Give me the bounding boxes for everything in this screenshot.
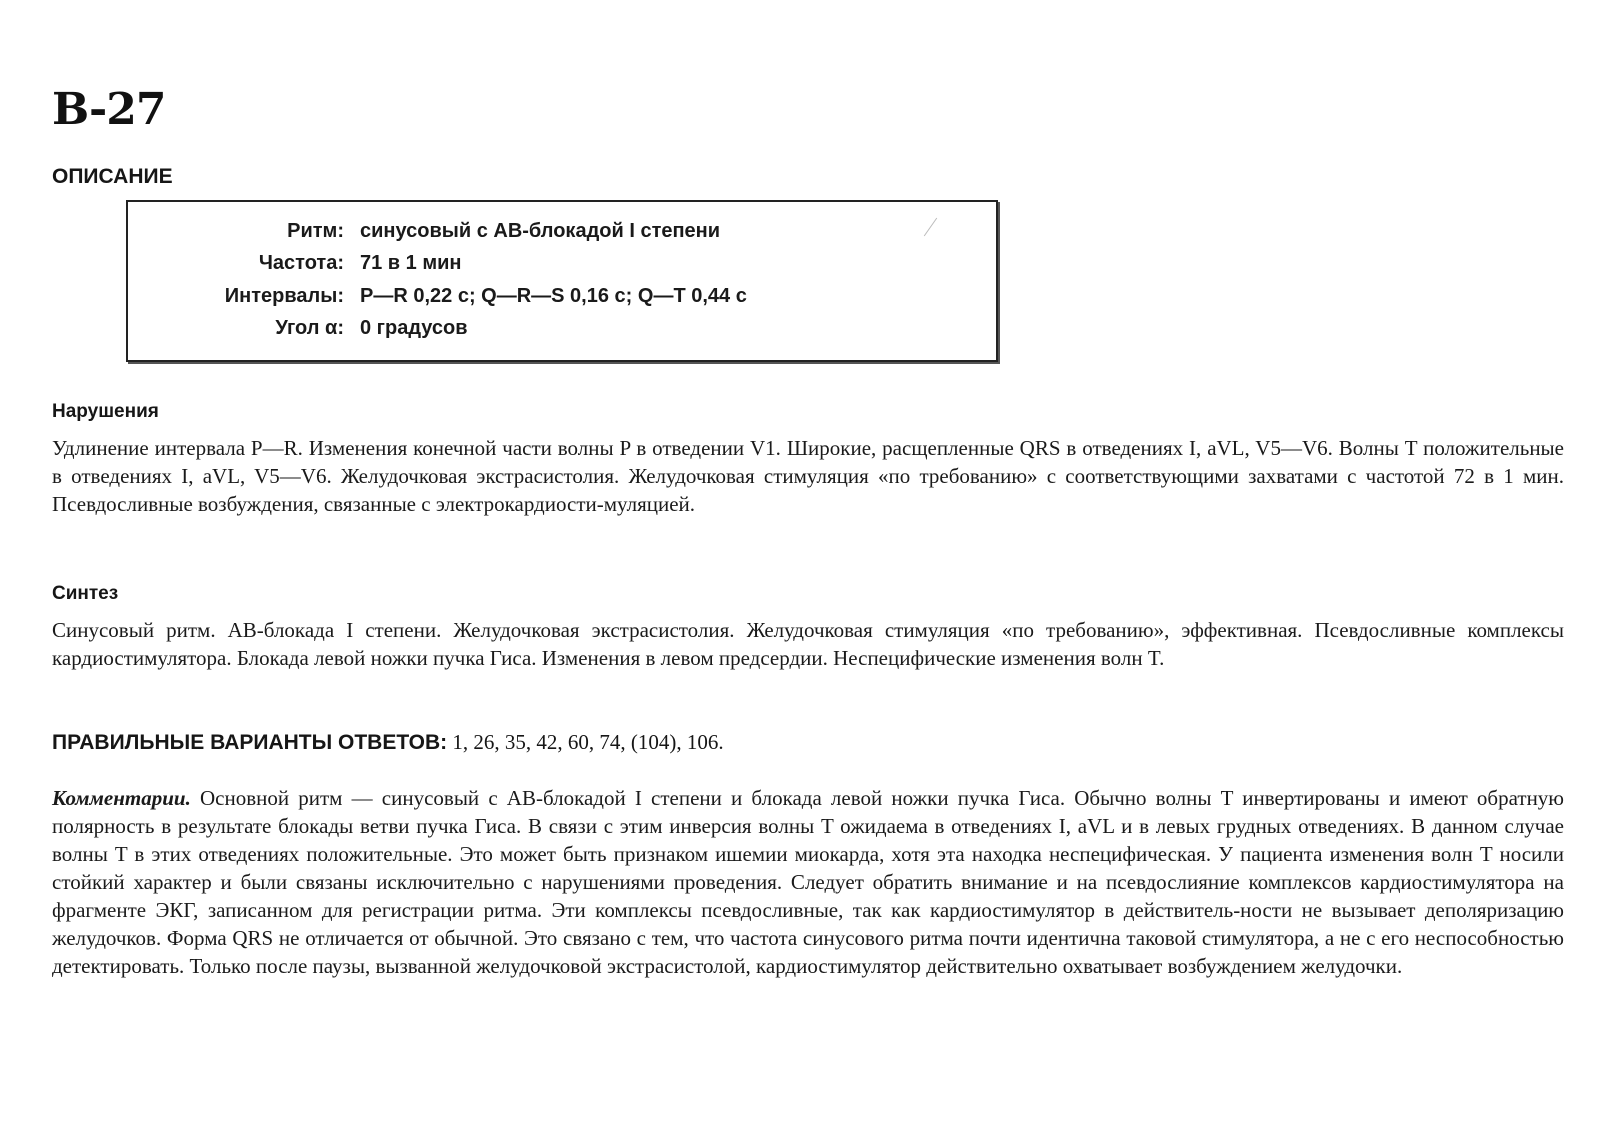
intervals-value: P—R 0,22 с; Q—R—S 0,16 с; Q—T 0,44 с [360, 285, 747, 307]
description-section-title: ОПИСАНИЕ [52, 165, 173, 188]
intervals-label: Интервалы: [224, 285, 344, 307]
rhythm-value: синусовый с АВ-блокадой I степени [360, 220, 721, 242]
description-box [126, 200, 998, 362]
axis-angle-value: 0 градусов [360, 317, 468, 339]
violations-text: Удлинение интервала P—R. Изменения конечной части волны P в отведении V1. Широкие, расщепленные QRS в отведениях I, aVL, V5—V6. Волны T положительные в отведениях I, aVL, V5—V6. Желудочковая экстрасистолия. Желудочковая стимуляция «по требованию» с соответствующими захватами с частотой 72 в 1 мин. Псевдосливные возбуждения, связанные с электрокардиости-муляцией. [52, 436, 1564, 516]
comments-label: Комментарии. [52, 786, 191, 810]
comments-paragraph [52, 784, 1564, 980]
correct-answers-values: 1, 26, 35, 42, 60, 74, (104), 106. [452, 730, 724, 754]
rhythm-label: Ритм: [287, 220, 344, 242]
axis-angle-label: Угол α: [275, 317, 344, 339]
description-row-rate [128, 248, 996, 278]
synthesis-text: Синусовый ритм. АВ-блокада I степени. Желудочковая экстрасистолия. Желудочковая стимуляция «по требованию», эффективная. Псевдосливные комплексы кардиостимулятора. Блокада левой ножки пучка Гиса. Изменения в левом предсердии. Неспецифические изменения волн T. [52, 618, 1564, 670]
description-row-intervals [128, 281, 996, 311]
description-row-axis [128, 313, 996, 343]
correct-answers-label: ПРАВИЛЬНЫЕ ВАРИАНТЫ ОТВЕТОВ: [52, 731, 448, 754]
rate-value: 71 в 1 мин [360, 252, 462, 274]
rate-label: Частота: [258, 252, 344, 274]
violations-title: Нарушения [52, 401, 159, 422]
case-id-heading: B-27 [52, 84, 166, 135]
comments-text: Основной ритм — синусовый с АВ-блокадой I степени и блокада левой ножки пучка Гиса. Обычно волны T инвертированы и имеют обратную полярность в результате блокады ветви пучка Гиса. В связи с этим инверсия волны T ожидаема в отведениях I, aVL и в левых грудных отведениях. В данном случае волны T в этих отведениях положительные. Это может быть признаком ишемии миокарда, хотя эта находка неспецифическая. У пациента изменения волн T носили стойкий характер и были связаны исключительно с нарушениями проведения. Следует обратить внимание и на псевдослияние комплексов кардиостимулятора на фрагменте ЭКГ, записанном для регистрации ритма. Эти комплексы псевдосливные, так как кардиостимулятор в действитель-ности не вызывает деполяризацию желудочков. Форма QRS не отличается от обычной. Это связано с тем, что частота синусового ритма почти идентична таковой стимулятора, а не с его неспособностью детектировать. Только после паузы, вызванной желудочковой экстрасистолой, кардиостимулятор действительно охватывает возбуждением желудочки. [52, 786, 1564, 978]
description-row-rhythm [128, 216, 996, 246]
correct-answers-line [52, 728, 724, 757]
synthesis-title: Синтез [52, 583, 119, 604]
